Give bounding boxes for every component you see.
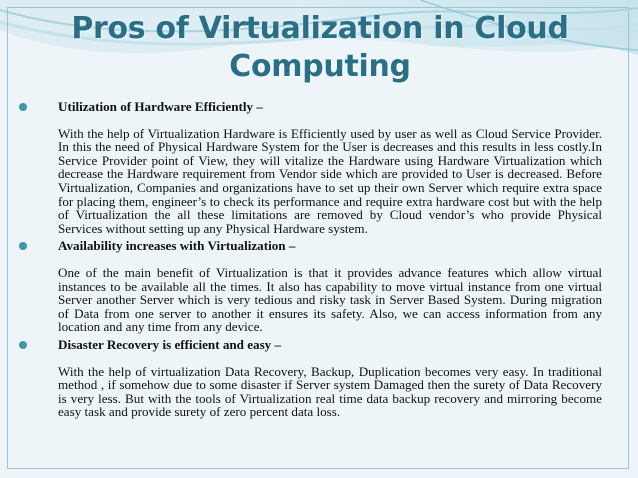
list-item bbox=[38, 338, 602, 419]
item-heading bbox=[38, 100, 602, 114]
list-item bbox=[38, 239, 602, 334]
slide-content bbox=[38, 100, 602, 423]
item-body: One of the main benefit of Virtualization is that it provides advance features which allow virtual instances to be available all the times. It also has capability to move virtual instance from one virtual Server another Server which is very tedious and risky task in Server Based System. During migration of Data from one server to another it ensures its safety. Also, we can access information from any location and any time from any device. bbox=[58, 264, 602, 335]
item-heading-text: Utilization of Hardware Efficiently – bbox=[58, 99, 263, 114]
slide-title: Pros of Virtualization in Cloud Computing bbox=[71, 11, 569, 84]
item-body: With the help of Virtualization Hardware is Efficiently used by user as well as Cloud Service Provider. In this the need of Physical Hardware System for the User is decreases and this results in less costly.In Service Provider point of View, they will vitalize the Hardware using Hardware Virtualization which decrease the Hardware requirement from Vendor side which are provided to User is decreased. Before Virtualization, Companies and organizations have to set up their own Server which require extra space for placing them, engineer’s to check its performance and require extra hardware cost but with the help of Virtualization the all these limitations are removed by Cloud vendor’s who provide Physical Services without setting up any Physical Hardware system. bbox=[58, 125, 602, 236]
item-heading bbox=[38, 338, 602, 352]
item-body: With the help of virtualization Data Recovery, Backup, Duplication becomes very easy. In traditional method , if somehow due to some disaster if Server system Damaged then the surety of Data Recovery is very less. But with the tools of Virtualization real time data backup recovery and mirroring become easy task and provide surety of zero percent data loss. bbox=[58, 363, 602, 420]
bullet-dot-icon bbox=[19, 341, 27, 349]
item-heading bbox=[38, 239, 602, 253]
bullet-dot-icon bbox=[19, 103, 27, 111]
item-heading-text: Disaster Recovery is efficient and easy – bbox=[58, 336, 282, 352]
item-heading-text: Availability increases with Virtualization – bbox=[58, 238, 296, 254]
list-item bbox=[38, 100, 602, 235]
